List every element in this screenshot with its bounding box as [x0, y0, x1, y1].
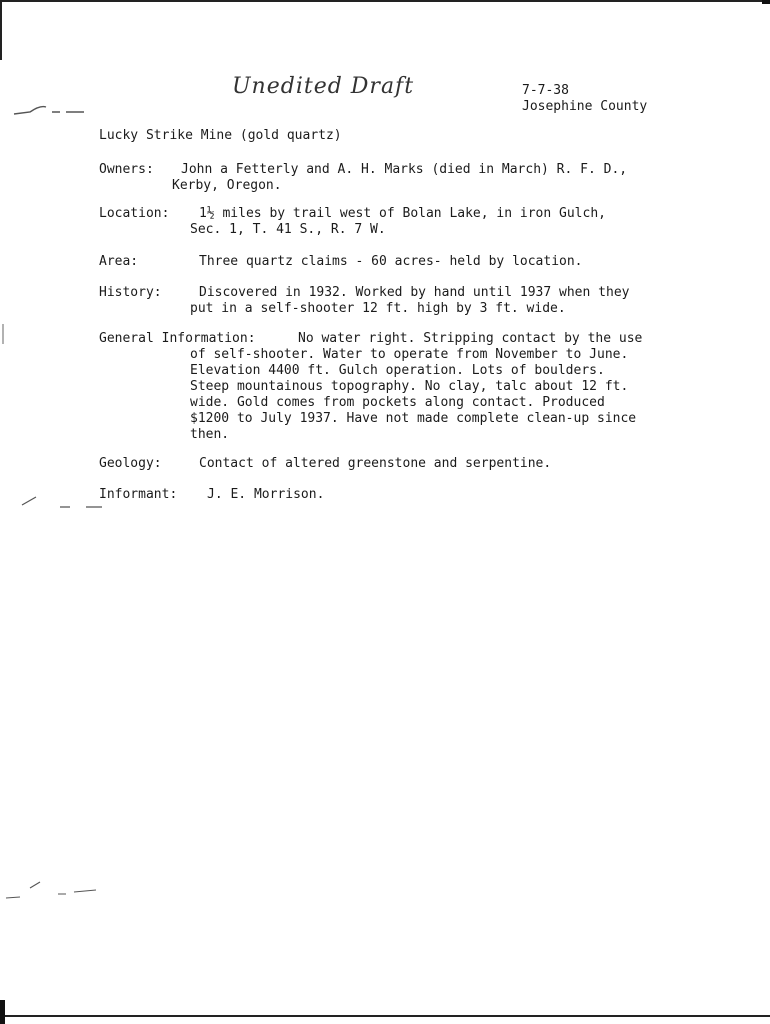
history-field [99, 285, 629, 317]
general-line-6: $1200 to July 1937. Have not made complete clean-up since [190, 411, 637, 426]
header-county: Josephine County [522, 99, 648, 114]
handwritten-note: Unedited Draft [232, 74, 415, 99]
general-line-5: wide. Gold comes from pockets along contact. Produced [190, 395, 605, 410]
location-line-2: Sec. 1, T. 41 S., R. 7 W. [190, 222, 386, 237]
header-date: 7-7-38 [522, 83, 569, 98]
stray-mark-left [0, 320, 6, 350]
informant-label: Informant: [99, 487, 178, 502]
document-title: Lucky Strike Mine (gold quartz) [99, 128, 342, 143]
area-label: Area: [99, 254, 139, 269]
scan-edge-bottom [4, 1015, 770, 1017]
general-line-4: Steep mountainous topography. No clay, talc about 12 ft. [190, 379, 629, 394]
location-line-1: 1½ miles by trail west of Bolan Lake, in iron Gulch, [199, 206, 606, 221]
history-line-2: put in a self-shooter 12 ft. high by 3 ft. wide. [190, 301, 566, 316]
scan-edge-top [0, 0, 770, 2]
location-field [99, 206, 606, 238]
area-line-1: Three quartz claims - 60 acres- held by location. [199, 254, 583, 269]
owners-field [99, 162, 627, 194]
scan-corner-bottom-left [0, 1000, 5, 1024]
history-label: History: [99, 285, 162, 300]
informant-line-1: J. E. Morrison. [207, 487, 325, 502]
owners-line-2: Kerby, Oregon. [172, 178, 282, 193]
geology-field [99, 456, 551, 472]
general-line-1: No water right. Stripping contact by the use [298, 331, 643, 346]
history-line-1: Discovered in 1932. Worked by hand until 1937 when they [199, 285, 630, 300]
scan-edge-left [0, 0, 2, 60]
stray-mark-top [0, 95, 100, 125]
scan-corner-mark [762, 0, 770, 4]
owners-label: Owners: [99, 162, 154, 177]
stray-mark-bottom [0, 870, 120, 910]
general-line-3: Elevation 4400 ft. Gulch operation. Lots of boulders. [190, 363, 605, 378]
geology-label: Geology: [99, 456, 162, 471]
geology-line-1: Contact of altered greenstone and serpentine. [199, 456, 552, 471]
owners-line-1: John a Fetterly and A. H. Marks (died in March) R. F. D., [181, 162, 628, 177]
general-line-2: of self-shooter. Water to operate from November to June. [190, 347, 629, 362]
informant-field [99, 487, 324, 503]
general-line-7: then. [190, 427, 230, 442]
location-label: Location: [99, 206, 170, 221]
area-field [99, 254, 583, 270]
general-information-label: General Information: [99, 331, 256, 346]
general-information-field [99, 331, 642, 443]
